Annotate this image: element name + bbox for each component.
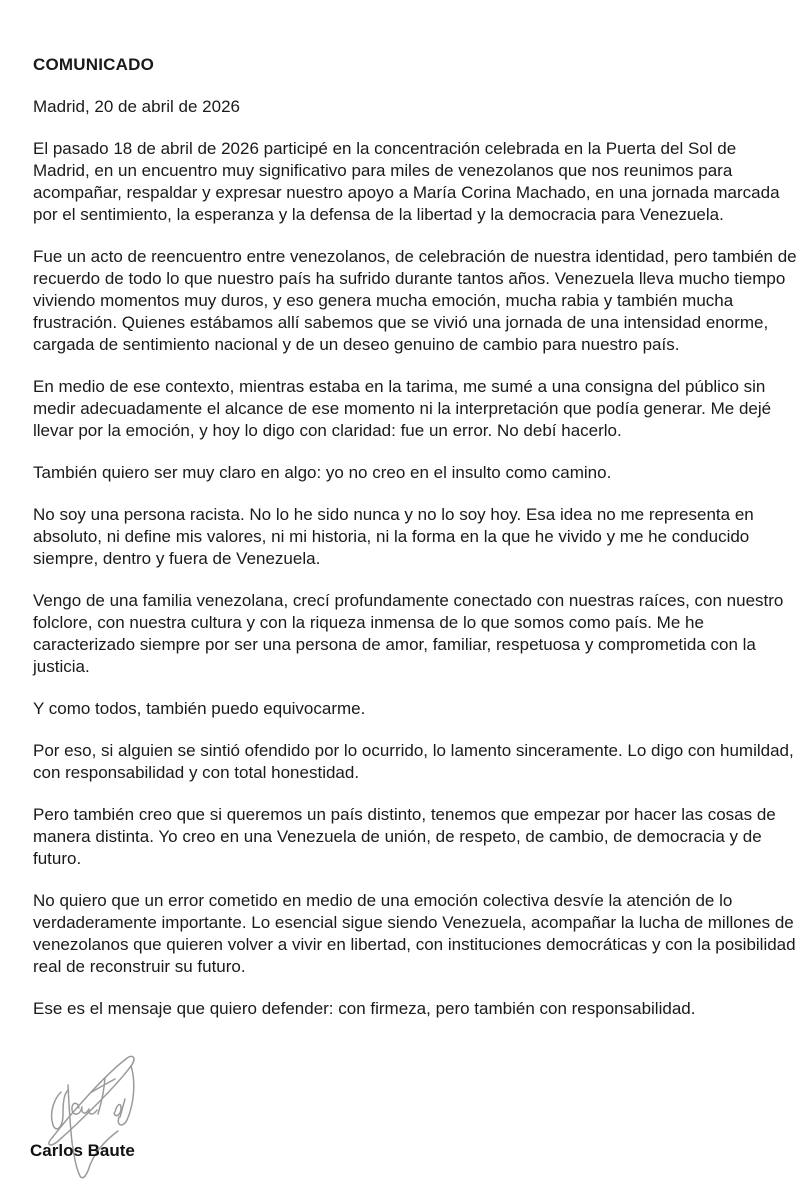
paragraph-5: No soy una persona racista. No lo he sido nunca y no lo soy hoy. Esa idea no me representa en absoluto, ni define mis valores, ni mi historia, ni la forma en la que he vivido y me he conducido siempre, dentro y fuera de Venezuela. — [33, 505, 754, 568]
dateline: Madrid, 20 de abril de 2026 — [33, 97, 240, 116]
paragraph-6: Vengo de una familia venezolana, crecí profundamente conectado con nuestras raíces, con nuestro folclore, con nuestra cultura y con la riqueza inmensa de lo que somos como país. Me he caracterizado siempre por ser una persona de amor, familiar, respetuosa y comprometida con la justicia. — [33, 591, 784, 676]
paragraph-10: No quiero que un error cometido en medio de una emoción colectiva desvíe la atención de lo verdaderamente importante. Lo esencial sigue siendo Venezuela, acompañar la lucha de millones de venezolanos que quieren volver a vivir en libertad, con instituciones democráticas y con la posibilidad real de reconstruir su futuro. — [33, 891, 796, 976]
handwritten-signature-icon — [30, 1052, 145, 1184]
signer-name: Carlos Baute — [30, 1141, 135, 1160]
signature-block — [30, 1040, 797, 1185]
paragraph-9: Pero también creo que si queremos un país distinto, tenemos que empezar por hacer las cosas de manera distinta. Yo creo en una Venezuela de unión, de respeto, de cambio, de democracia y de futuro. — [33, 805, 776, 868]
paragraph-7: Y como todos, también puedo equivocarme. — [33, 699, 366, 718]
paragraph-3: En medio de ese contexto, mientras estaba en la tarima, me sumé a una consigna del público sin medir adecuadamente el alcance de ese momento ni la interpretación que podía generar. Me dejé llevar por la emoción, y hoy lo digo con claridad: fue un error. No debí hacerlo. — [33, 377, 772, 440]
paragraph-8: Por eso, si alguien se sintió ofendido por lo ocurrido, lo lamento sinceramente. Lo digo con humildad, con responsabilidad y con total honestidad. — [33, 741, 794, 782]
paragraph-2: Fue un acto de reencuentro entre venezolanos, de celebración de nuestra identidad, pero también de recuerdo de todo lo que nuestro país ha sufrido durante tantos años. Venezuela lleva mucho tiempo viviendo momentos muy duros, y eso genera mucha emoción, mucha rabia y también mucha frustración. Quienes estábamos allí sabemos que se vivió una jornada de una intensidad enorme, cargada de sentimiento nacional y de un deseo genuino de cambio para nuestro país. — [33, 247, 797, 354]
paragraph-11: Ese es el mensaje que quiero defender: con firmeza, pero también con responsabilidad. — [33, 999, 696, 1018]
document-title: COMUNICADO — [33, 55, 154, 74]
paragraph-4: También quiero ser muy claro en algo: yo no creo en el insulto como camino. — [33, 463, 612, 482]
letter-body — [30, 54, 797, 1185]
paragraph-1: El pasado 18 de abril de 2026 participé en la concentración celebrada en la Puerta del Sol de Madrid, en un encuentro muy significativo para miles de venezolanos que nos reunimos para acompañar, respaldar y expresar nuestro apoyo a María Corina Machado, en una jornada marcada por el sentimiento, la esperanza y la defensa de la libertad y la democracia para Venezuela. — [33, 139, 780, 224]
